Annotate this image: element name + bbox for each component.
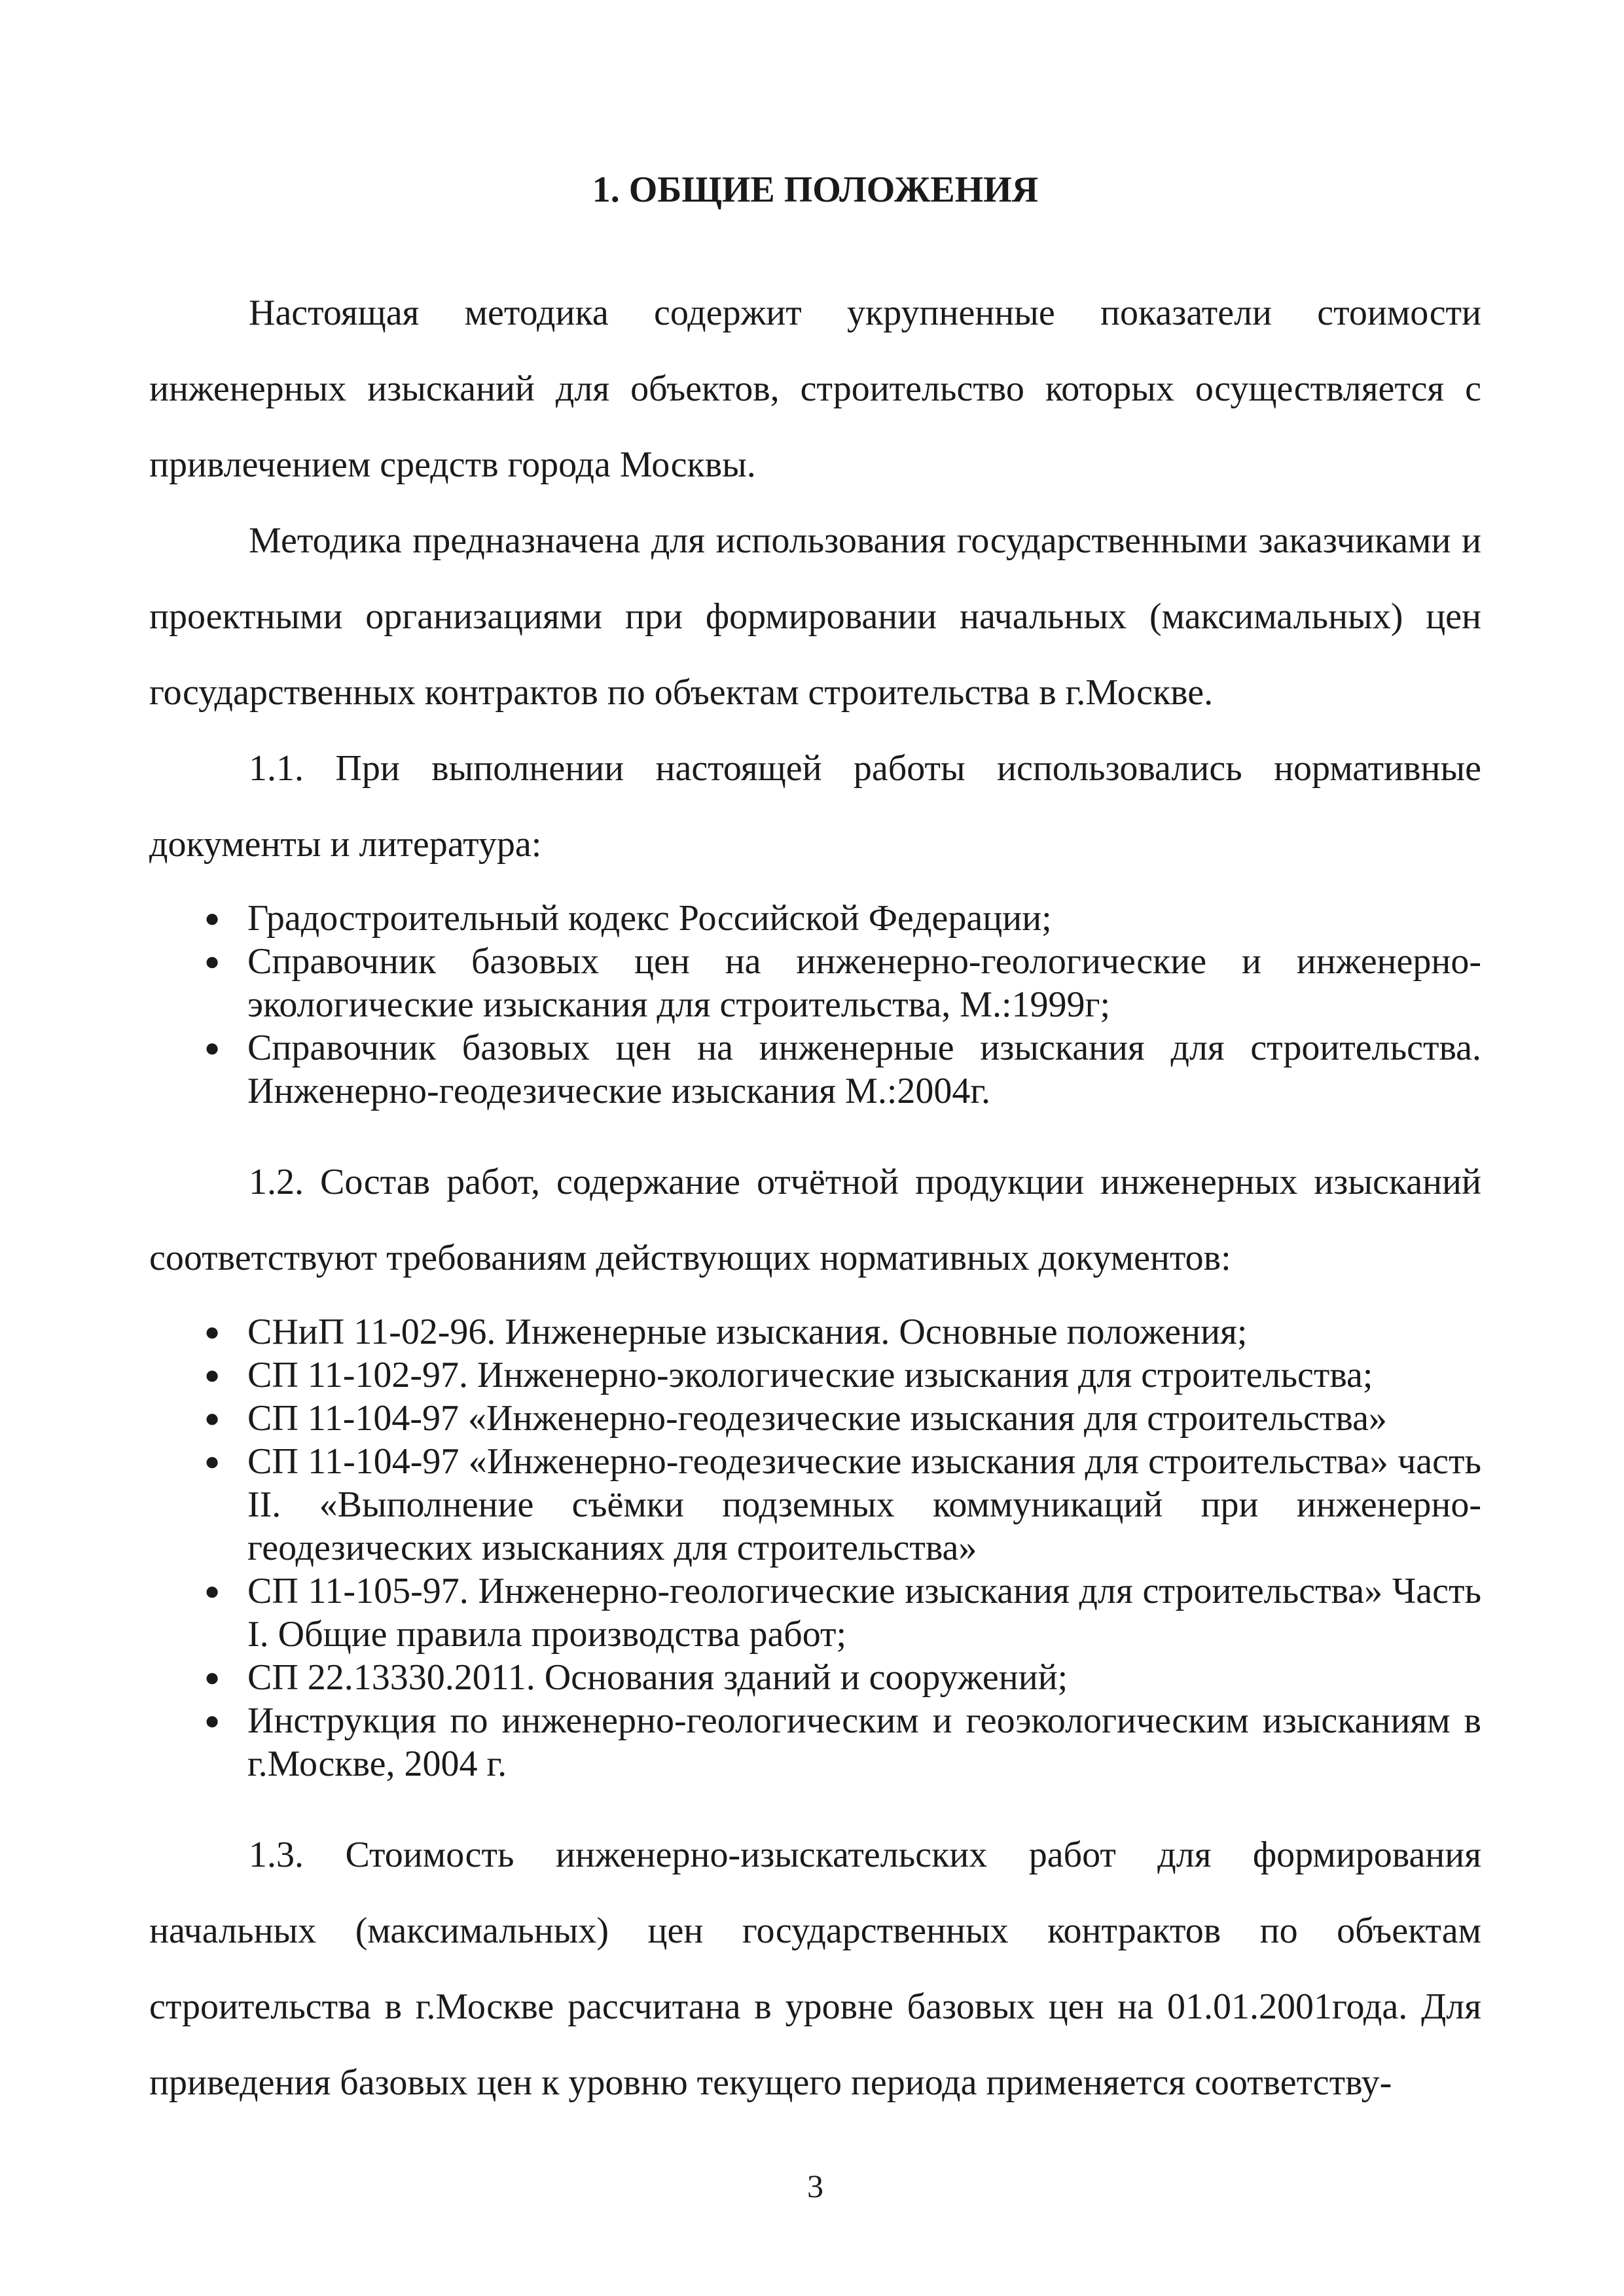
list-item-text: Градостроительный кодекс Российской Федерации; [247,898,1052,939]
document-page [149,0,1481,2296]
bullet-icon: ● [204,946,221,976]
list-item-text: СНиП 11-02-96. Инженерные изыскания. Основные положения; [247,1312,1248,1352]
bullet-icon: ● [204,1360,221,1390]
list-item-text: Инструкция по инженерно-геологическим и геоэкологическим изысканиям в г.Москве, 2004 г. [247,1700,1481,1784]
page-title: 1. ОБЩИЕ ПОЛОЖЕНИЯ [592,170,1039,210]
list-item-text: Справочник базовых цен на инженерно-геологические и инженерно-экологические изыскания для строительства, М.:1999г; [247,941,1481,1025]
bullet-icon: ● [204,1403,221,1433]
list-item [204,1310,1481,1354]
list-item-text: Справочник базовых цен на инженерные изыскания для строительства. Инженерно-геодезические изыскания М.:2004г. [247,1028,1481,1111]
bullet-icon: ● [204,903,221,933]
paragraph-1-2: 1.2. Состав работ, содержание отчётной продукции инженерных изысканий соответствуют требованиям действующих нормативных документов: [149,1162,1481,1278]
list-item [204,897,1481,940]
bullet-icon: ● [204,1662,221,1692]
list-item-text: СП 11-104-97 «Инженерно-геодезические изыскания для строительства» часть II. «Выполнение съёмки подземных коммуникаций при инженерно-геодезических изысканиях для строительства» [247,1441,1481,1568]
list-item [204,1699,1481,1785]
normative-documents-list [149,1310,1481,1785]
bullet-icon: ● [204,1446,221,1476]
references-list [149,897,1481,1113]
bullet-icon: ● [204,1317,221,1346]
list-item-text: СП 11-102-97. Инженерно-экологические изыскания для строительства; [247,1355,1373,1395]
paragraph-purpose: Методика предназначена для использования государственными заказчиками и проектными организациями при формировании начальных (максимальных) цен государственных контрактов по объектам строительства в г.Москве. [149,520,1481,713]
document-body [149,275,1481,2121]
list-item [204,1656,1481,1699]
list-item [204,1026,1481,1113]
paragraph-intro: Настоящая методика содержит укрупненные показатели стоимости инженерных изысканий для объектов, строительство которых осуществляется с привлечением средств города Москвы. [149,293,1481,485]
list-item-text: СП 11-105-97. Инженерно-геологические изыскания для строительства» Часть I. Общие правила производства работ; [247,1571,1481,1655]
paragraph-1-1: 1.1. При выполнении настоящей работы использовались нормативные документы и литература: [149,748,1481,865]
list-item-text: СП 11-104-97 «Инженерно-геодезические изыскания для строительства» [247,1398,1387,1439]
list-item [204,1440,1481,1570]
list-item [204,1570,1481,1656]
bullet-icon: ● [204,1706,221,1735]
list-item [204,940,1481,1026]
bullet-icon: ● [204,1033,221,1062]
page-number: 3 [807,2168,823,2204]
list-item [204,1397,1481,1440]
paragraph-1-3: 1.3. Стоимость инженерно-изыскательских работ для формирования начальных (максимальных) цен государственных контрактов по объектам строительства в г.Москве рассчитана в уровне базовых цен на 01.01.2001года. Для приведения базовых цен к уровню текущего периода применяется соответству- [149,1835,1481,2103]
list-item-text: СП 22.13330.2011. Основания зданий и сооружений; [247,1657,1068,1698]
list-item [204,1354,1481,1397]
bullet-icon: ● [204,1576,221,1605]
